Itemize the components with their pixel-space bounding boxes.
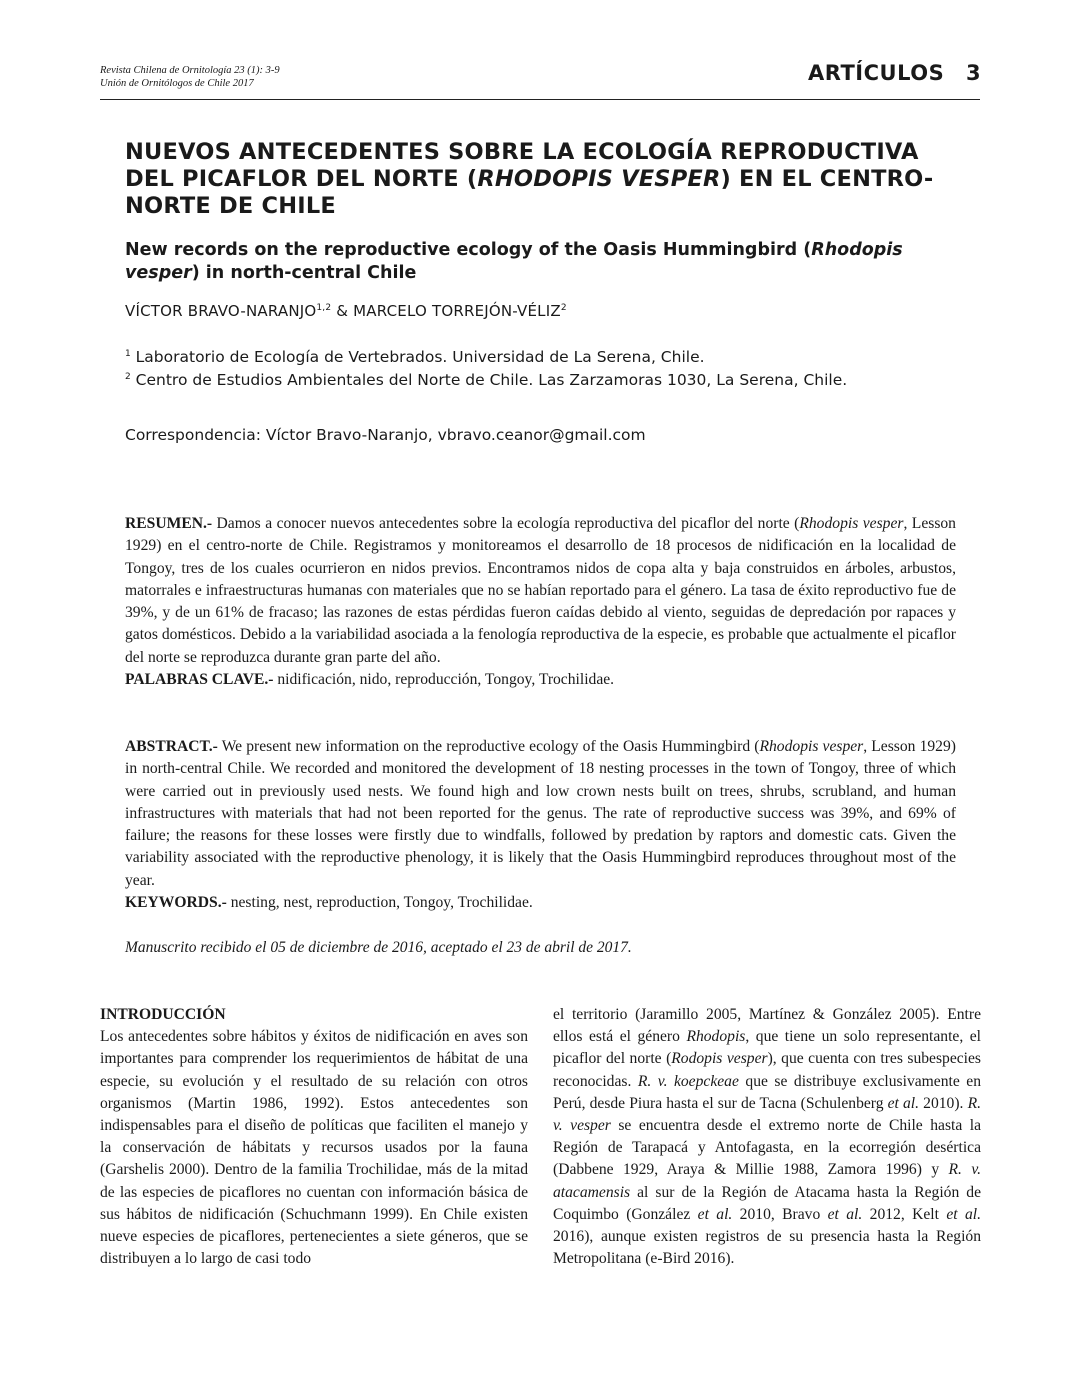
affiliation-1 — [125, 343, 985, 368]
intro-right-text-3: ), que cuenta con tres subespecies reconocidas. — [553, 1050, 981, 1090]
title-part2: ) EN EL CENTRO-NORTE DE CHILE — [125, 166, 934, 219]
affiliation-2-number: 2 — [125, 372, 131, 382]
abstract-label: ABSTRACT.- — [125, 738, 218, 755]
intro-left-column — [100, 1004, 528, 1270]
author-separator: & — [331, 302, 354, 320]
intro-heading: INTRODUCCIÓN — [100, 1006, 226, 1023]
subtitle-species: Rhodopis vesper — [125, 240, 903, 283]
subspecies-vesper: R. v. vesper — [553, 1094, 981, 1135]
affiliation-2-text: Centro de Estudios Ambientales del Norte de Chile. Las Zarzamoras 1030, La Serena, Chile. — [130, 371, 848, 389]
intro-right-column — [553, 1004, 981, 1270]
title-part1: NUEVOS ANTECEDENTES SOBRE LA ECOLOGÍA REPRODUCTIVA DEL PICAFLOR DEL NORTE ( — [125, 139, 919, 192]
journal-citation: Revista Chilena de Ornitología 23 (1): 3-9 — [100, 65, 280, 76]
abstract-keywords — [125, 892, 956, 914]
species-name: Rodopis vesper — [671, 1050, 768, 1068]
title-species: RHODOPIS VESPER — [477, 166, 721, 192]
manuscript-dates: Manuscrito recibido el 05 de diciembre de 2016, aceptado el 23 de abril de 2017. — [125, 939, 632, 956]
correspondence: Correspondencia: Víctor Bravo-Naranjo, vbravo.ceanor@gmail.com — [125, 426, 646, 444]
resumen-species: Rhodopis vesper — [799, 515, 904, 532]
keywords-label: KEYWORDS.- — [125, 894, 227, 912]
intro-right-text-5: 2010). — [919, 1094, 968, 1112]
abstract-text-2: , Lesson 1929) in north-central Chile. We recorded and monitored the development of 18 nesting processes in the town of Tongoy, three of which were carried out in previously used nests. We found high and low crown nests built on trees, shrubs, scrubland, and human infrastructures with materials that had not been reported for the genus. The rate of reproductive success was 39%, and 69% of failure; the reasons for these losses were firstly due to windfalls, followed by predation by raptors and domestic cats. Given the variability associated with the reproductive phenology, it is likely that the Oasis Hummingbird reproduces throughout most of the year. — [125, 738, 956, 889]
author-2: MARCELO TORREJÓN-VÉLIZ — [353, 302, 561, 320]
subtitle-part1: New records on the reproductive ecology of the Oasis Hummingbird ( — [125, 240, 812, 260]
subtitle-part2: ) in north-central Chile — [191, 263, 417, 283]
affiliation-1-text: Laboratorio de Ecología de Vertebrados. Universidad de La Serena, Chile. — [130, 348, 705, 366]
subspecies-koepckeae: R. v. koepckeae — [637, 1072, 739, 1090]
et-al: et al. — [887, 1094, 920, 1112]
abstract-block — [125, 736, 956, 914]
intro-right-text-1: el territorio (Jaramillo 2005, Martínez & González 2005). Entre ellos está el género — [553, 1006, 981, 1046]
article-subtitle — [125, 239, 955, 285]
resumen-label: RESUMEN.- — [125, 515, 213, 532]
authors — [125, 302, 567, 320]
header-rule — [100, 99, 980, 100]
intro-right-text-4: que se distribuye exclusivamente en Perú, desde Piura hasta el sur de Tacna (Schulenberg — [553, 1072, 981, 1112]
genus-name: Rhodopis — [686, 1028, 746, 1046]
intro-right-text-2: , que tiene un solo representante, el picaflor del norte ( — [553, 1028, 982, 1068]
section-label: ARTÍCULOS — [808, 61, 945, 85]
et-al: et al. — [697, 1205, 733, 1223]
intro-left-text: Los antecedentes sobre hábitos y éxitos de nidificación en aves son importantes para comprender los requerimientos de hábitat de una especie, su evolución y el resultado de su relación con otros organismos (Martin 1986, 1992). Estos antecedentes son indispensables para el diseño de políticas que faciliten el manejo y la conservación de hábitats y recursos usados por la fauna (Garshelis 2000). Dentro de la familia Trochilidae, más de la mitad de las especies de picaflores no cuentan con información básica de sus hábitos de nidificación (Schuchmann 1999). En Chile existen nueve especies de picaflores, pertenecientes a siete géneros, que se distribuyen a lo largo de casi todo — [100, 1028, 528, 1268]
author-1: VÍCTOR BRAVO-NARANJO — [125, 302, 317, 320]
resumen-keywords — [125, 669, 956, 691]
intro-right-text-9: 2012, Kelt — [862, 1205, 947, 1223]
journal-info — [100, 64, 280, 90]
palabras-clave-label: PALABRAS CLAVE.- — [125, 671, 274, 689]
palabras-clave-text: nidificación, nido, reproducción, Tongoy, Trochilidae. — [273, 671, 615, 689]
article-title — [125, 139, 955, 220]
intro-right-text-7: al sur de la Región de Atacama hasta la Región de Coquimbo (González — [553, 1183, 981, 1223]
et-al: et al. — [827, 1205, 863, 1223]
abstract-species: Rhodopis vesper — [759, 738, 864, 755]
intro-right-text-6: se encuentra desde el extremo norte de Chile hasta la Región de Tarapacá y Antofagasta, en la ecorregión desértica (Dabbene 1929, Araya & Millie 1988, Zamora 1996) y — [553, 1117, 982, 1179]
affiliation-1-number: 1 — [125, 349, 131, 359]
author-1-affiliation: 1,2 — [316, 303, 332, 313]
page-number: 3 — [966, 61, 981, 85]
et-al: et al. — [946, 1205, 981, 1223]
abstract-paragraph — [125, 736, 956, 892]
affiliation-2 — [125, 366, 985, 391]
intro-right-text-10: 2016), aunque existen registros de su presencia hasta la Región Metropolitana (e-Bird 2016). — [553, 1228, 981, 1268]
author-2-affiliation: 2 — [560, 303, 567, 313]
intro-right-text-8: 2010, Bravo — [732, 1205, 828, 1223]
resumen-text-1: Damos a conocer nuevos antecedentes sobre la ecología reproductiva del picaflor del norte ( — [212, 515, 800, 532]
abstract-text-1: We present new information on the reproductive ecology of the Oasis Hummingbird ( — [217, 738, 760, 755]
resumen-block — [125, 513, 956, 691]
keywords-text: nesting, nest, reproduction, Tongoy, Trochilidae. — [226, 894, 533, 912]
resumen-text-2: , Lesson 1929) en el centro-norte de Chile. Registramos y monitoreamos el desarrollo de 18 procesos de nidificación en la localidad de Tongoy, tres de los cuales ocurrieron en nidos previos. Encontramos nidos de copa alta y baja construidos en árboles, arbustos, matorrales e infraestructuras humanas con materiales que no se habían reportado para el género. La tasa de éxito reproductivo fue de 39%, y de un 61% de fracaso; las razones de estas pérdidas fueron caídas debido al viento, seguidas de depredación por rapaces y gatos domésticos. Debido a la variabilidad asociada a la fenología reproductiva de la especie, es probable que actualmente el picaflor del norte se reproduzca durante gran parte del año. — [125, 515, 956, 666]
journal-publisher: Unión de Ornitólogos de Chile 2017 — [100, 78, 254, 89]
resumen-paragraph — [125, 513, 956, 669]
subspecies-atacamensis: R. v. atacamensis — [553, 1161, 981, 1201]
